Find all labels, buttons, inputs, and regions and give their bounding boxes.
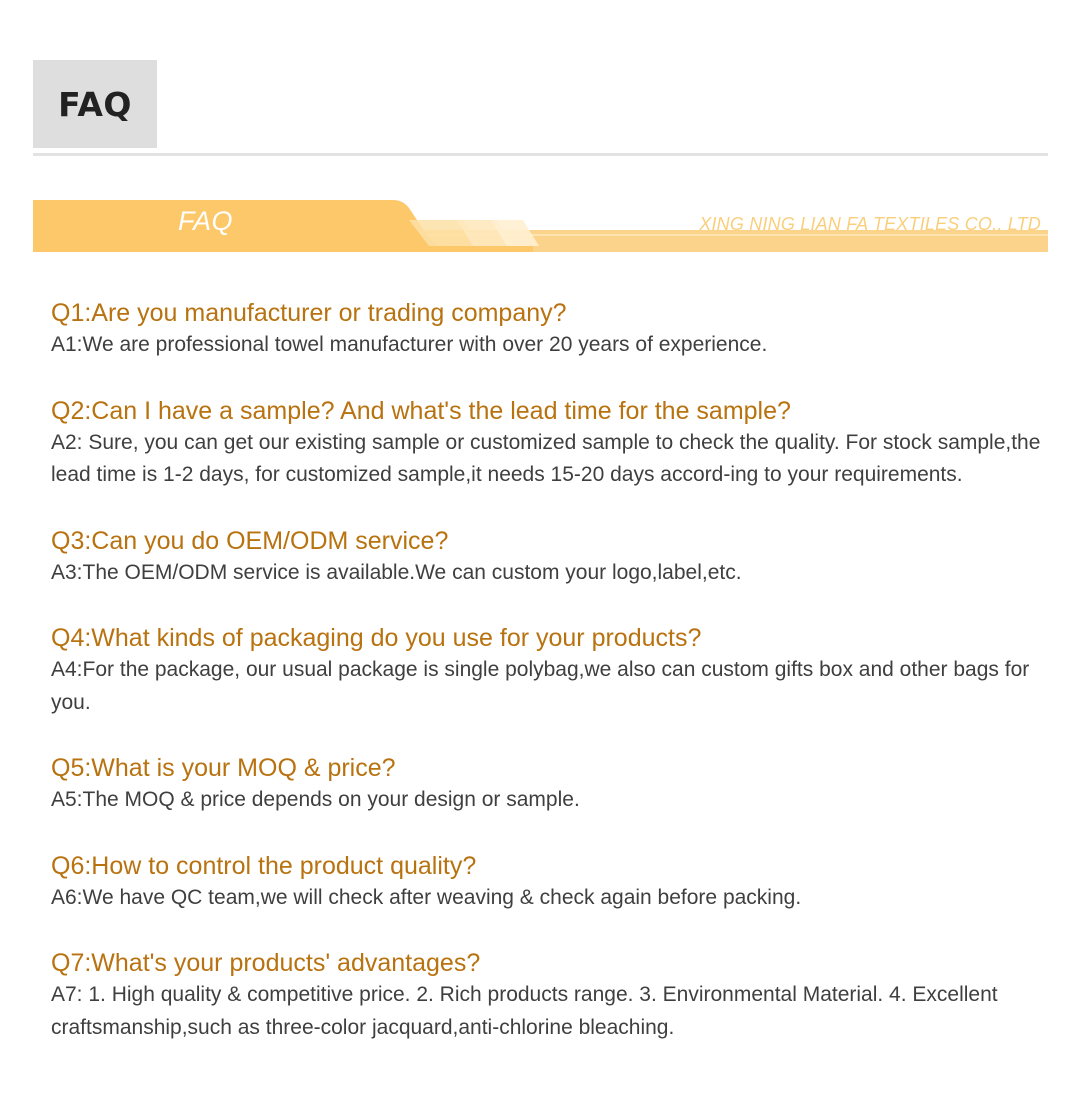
faq-question: Q4:What kinds of packaging do you use for your products? [51, 624, 702, 652]
faq-answer: A4:For the package, our usual package is single polybag,we also can custom gifts box and other bags for you. [51, 658, 1030, 714]
faq-answer: A6:We have QC team,we will check after weaving & check again before packing. [51, 885, 802, 909]
faq-answer: A3:The OEM/ODM service is available.We can custom your logo,label,etc. [51, 560, 742, 584]
faq-question: Q1:Are you manufacturer or trading company? [51, 299, 567, 327]
faq-answer: A1:We are professional towel manufacturer with over 20 years of experience. [51, 333, 768, 356]
faq-item-7 [51, 947, 1041, 1044]
faq-question: Q3:Can you do OEM/ODM service? [51, 526, 449, 555]
faq-question: Q5:What is your MOQ & price? [51, 754, 396, 782]
faq-item-2 [51, 395, 1041, 492]
faq-answer: A5:The MOQ & price depends on your design or sample. [51, 788, 580, 811]
faq-section-tab-label: FAQ [58, 84, 132, 124]
company-name: XING NING LIAN FA TEXTILES CO., LTD [699, 214, 1041, 234]
faq-item-6 [51, 850, 1041, 915]
faq-answer: A2: Sure, you can get our existing sample or customized sample to check the quality. For stock sample,the lead time is 1-2 days, for customized sample,it needs 15-20 days accord-ing to your requirements. [51, 430, 1041, 486]
faq-item-5 [51, 752, 1041, 817]
faq-item-4 [51, 622, 1041, 719]
faq-banner-title: FAQ [178, 206, 233, 236]
faq-banner [33, 198, 1048, 252]
faq-question: Q7:What's your products' advantages? [51, 949, 481, 977]
faq-section-tab[interactable] [33, 60, 157, 148]
faq-list [51, 297, 1041, 1044]
header-divider [33, 153, 1048, 156]
faq-question: Q2:Can I have a sample? And what's the lead time for the sample? [51, 396, 791, 425]
faq-answer: A7: 1. High quality & competitive price. 2. Rich products range. 3. Environmental Material. 4. Excellent craftsmanship,such as three-color jacquard,anti-chlorine bleaching. [51, 983, 998, 1039]
faq-item-1 [51, 297, 1041, 362]
faq-item-3 [51, 525, 1041, 590]
faq-question: Q6:How to control the product quality? [51, 851, 477, 880]
